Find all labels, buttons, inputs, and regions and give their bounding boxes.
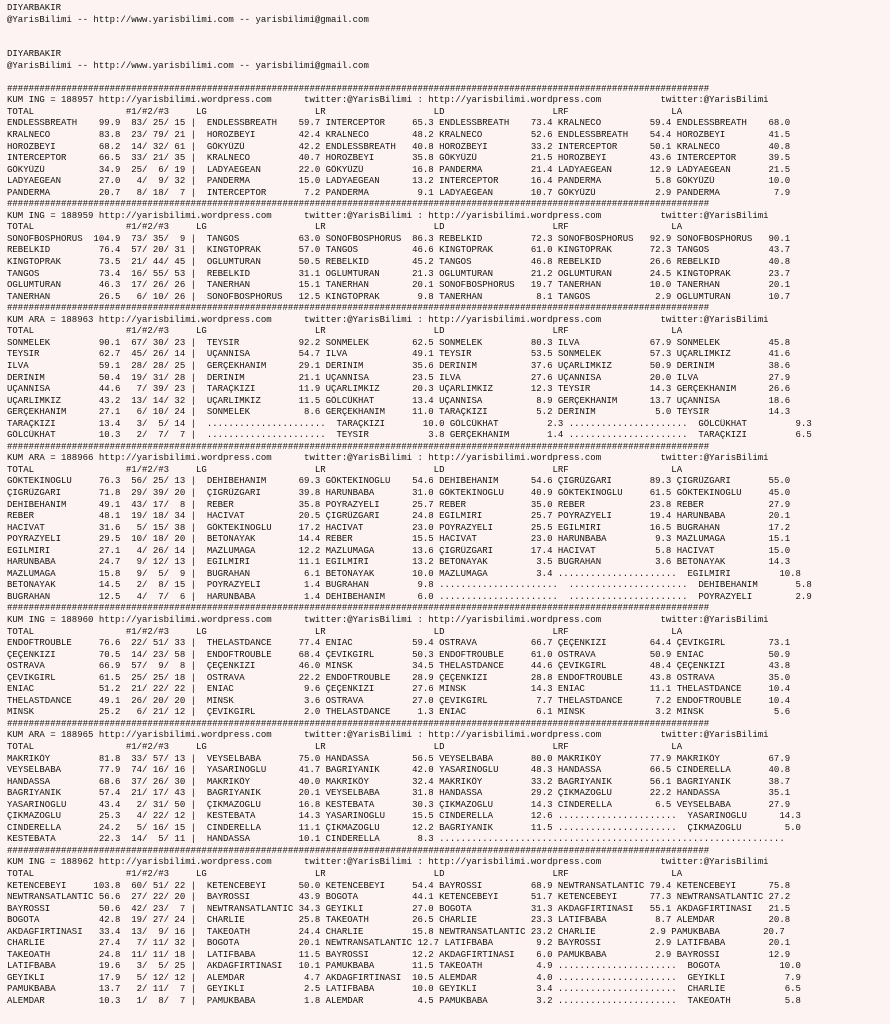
text-line: CHARLIE 27.4 7/ 11/ 32 | BOGOTA 20.1 NEWTRANSATLANTIC 12.7 LATIFBABA 9.2 BAYROSSI 2.9 LATIFBABA 20.1 [7, 938, 791, 949]
column-header: TOTAL #1/#2/#3 LG LR LD LRF LA [7, 106, 683, 117]
race-header: KUM ARA = 188966 http://yarisbilimi.wordpress.com twitter:@YarisBilimi : http://yarisbilimi.wordpress.com twitter:@YarisBilimi [7, 453, 769, 464]
text-line: @YarisBilimi -- http://www.yarisbilimi.com -- yarisbilimi@gmail.com [7, 60, 369, 71]
text-line: ÇEVIKGIRL 61.5 25/ 25/ 18 | OSTRAVA 22.2 ENDOFTROUBLE 28.9 ÇEÇENKIZI 28.8 ENDOFTROUBLE 43.8 OSTRAVA 35.0 [7, 672, 791, 683]
text-line: UÇANNISA 44.6 7/ 39/ 23 | TARAÇKIZI 11.9 UÇARLIMKIZ 20.3 UÇARLIMKIZ 12.3 TEYSIR 14.3 GERÇEKHANIM 26.6 [7, 384, 791, 395]
text-line: LADYAEGEAN 27.0 4/ 9/ 32 | PANDERMA 15.0 LADYAEGEAN 13.2 INTERCEPTOR 16.4 PANDERMA 5.8 GÖKYÜZÜ 10.0 [7, 176, 791, 187]
text-line: ENDOFTROUBLE 76.6 22/ 51/ 33 | THELASTDANCE 77.4 ENIAC 59.4 OSTRAVA 66.7 ÇEÇENKIZI 64.4 ÇEVIKGIRL 73.1 [7, 638, 791, 649]
column-header: TOTAL #1/#2/#3 LG LR LD LRF LA [7, 869, 683, 880]
text-line: SONOFBOSPHORUS 104.9 73/ 35/ 9 | TANGOS 63.0 SONOFBOSPHORUS 86.3 REBELKID 72.3 SONOFBOSPHORUS 92.9 SONOFBOSPHORUS 90.1 [7, 233, 791, 244]
race-header: KUM ING = 188957 http://yarisbilimi.wordpress.com twitter:@YarisBilimi : http://yarisbilimi.wordpress.com twitter:@YarisBilimi [7, 95, 769, 106]
text-line: DIYARBAKIR [7, 3, 62, 13]
section-divider: ################################################################################################################################## [7, 718, 710, 729]
text-line: DERINIM 50.4 19/ 31/ 28 | DERINIM 21.1 UÇANNISA 23.5 ILVA 27.6 UÇANNISA 20.0 ILVA 27.9 [7, 372, 791, 383]
race-header: KUM ING = 188959 http://yarisbilimi.wordpress.com twitter:@YarisBilimi : http://yarisbilimi.wordpress.com twitter:@YarisBilimi [7, 210, 769, 221]
text-line: TEYSIR 62.7 45/ 26/ 14 | UÇANNISA 54.7 ILVA 49.1 TEYSIR 53.5 SONMELEK 57.3 UÇARLIMKIZ 41.6 [7, 349, 791, 360]
text-line: KETENCEBEYI 103.8 60/ 51/ 22 | KETENCEBEYI 50.0 KETENCEBEYI 54.4 BAYROSSI 68.9 NEWTRANSATLANTIC 79.4 KETENCEBEYI 75.8 [7, 880, 791, 891]
column-header: TOTAL #1/#2/#3 LG LR LD LRF LA [7, 326, 683, 337]
text-line: GÖKYÜZÜ 34.9 25/ 6/ 19 | LADYAEGEAN 22.0 GÖKYÜZÜ 16.8 PANDERMA 21.4 LADYAEGEAN 12.9 LADYAEGEAN 21.5 [7, 164, 791, 175]
text-line: BAGRIYANIK 57.4 21/ 17/ 43 | BAGRIYANIK 20.1 VEYSELBABA 31.8 HANDASSA 29.2 ÇIKMAZOGLU 22.2 HANDASSA 35.1 [7, 788, 791, 799]
text-line: THELASTDANCE 49.1 26/ 20/ 20 | MINSK 3.6 OSTRAVA 27.0 ÇEVIKGIRL 7.7 THELASTDANCE 7.2 ENDOFTROUBLE 10.4 [7, 695, 791, 706]
text-line: BOGOTA 42.8 19/ 27/ 24 | CHARLIE 25.8 TAKEOATH 26.5 CHARLIE 23.3 LATIFBABA 8.7 ALEMDAR 20.8 [7, 915, 791, 926]
text-line: TANERHAN 26.5 6/ 10/ 26 | SONOFBOSPHORUS 12.5 KINGTOPRAK 9.8 TANERHAN 8.1 TANGOS 2.9 OGLUMTURAN 10.7 [7, 291, 791, 302]
text-line: ÇEÇENKIZI 70.5 14/ 23/ 58 | ENDOFTROUBLE 68.4 ÇEVIKGIRL 50.3 ENDOFTROUBLE 61.0 OSTRAVA 50.9 ENIAC 50.9 [7, 649, 791, 660]
text-line: BUGRAHAN 12.5 4/ 7/ 6 | HARUNBABA 1.4 DEHIBEHANIM 6.0 ...................... ...................... POYRAZYELI 2.9 [7, 591, 812, 602]
text-line: GERÇEKHANIM 27.1 6/ 10/ 24 | SONMELEK 8.6 GERÇEKHANIM 11.0 TARAÇKIZI 5.2 DERINIM 5.0 TEYSIR 14.3 [7, 407, 791, 418]
column-header: TOTAL #1/#2/#3 LG LR LD LRF LA [7, 222, 683, 233]
text-line: ENIAC 51.2 21/ 22/ 22 | ENIAC 9.6 ÇEÇENKIZI 27.6 MINSK 14.3 ENIAC 11.1 THELASTDANCE 10.4 [7, 684, 791, 695]
text-line: VEYSELBABA 77.9 74/ 16/ 16 | YASARINOGLU 41.7 BAGRIYANIK 42.0 YASARINOGLU 48.3 HANDASSA 66.5 CINDERELLA 40.8 [7, 765, 791, 776]
text-line: @YarisBilimi -- http://www.yarisbilimi.com -- yarisbilimi@gmail.com [7, 14, 369, 25]
text-line: NEWTRANSATLANTIC 56.6 27/ 22/ 20 | BAYROSSI 43.9 BOGOTA 44.1 KETENCEBEYI 51.7 KETENCEBEYI 77.3 NEWTRANSATLANTIC 27.2 [7, 892, 791, 903]
text-line: KESTEBATA 22.3 14/ 5/ 11 | HANDASSA 10.1 CINDERELLA 8.3 ................................................................ [7, 834, 785, 845]
text-line: MINSK 25.2 6/ 21/ 12 | ÇEVIKGIRL 2.0 THELASTDANCE 1.3 ENIAC 6.1 MINSK 3.2 MINSK 5.6 [7, 707, 791, 718]
section-divider: ################################################################################################################################## [7, 845, 710, 856]
text-line: HARUNBABA 24.7 9/ 12/ 13 | EGILMIRI 11.1 EGILMIRI 13.2 BETONAYAK 3.5 BUGRAHAN 3.6 BETONAYAK 14.3 [7, 557, 791, 568]
column-header: TOTAL #1/#2/#3 LG LR LD LRF LA [7, 742, 683, 752]
text-line: PAMUKBABA 13.7 2/ 11/ 7 | GEYIKLI 2.5 LATIFBABA 10.0 GEYIKLI 3.4 ...................... CHARLIE 6.5 [7, 984, 801, 995]
blank-line [7, 38, 887, 50]
text-line: BAYROSSI 50.6 42/ 23/ 7 | NEWTRANSATLANTIC 34.3 GEYIKLI 27.0 BOGOTA 31.3 AKDAGFIRTINASI 55.1 AKDAGFIRTINASI 21.5 [7, 903, 791, 914]
text-line: DEHIBEHANIM 49.1 43/ 17/ 8 | REBER 35.8 POYRAZYELI 25.7 REBER 35.0 REBER 23.8 REBER 27.9 [7, 499, 791, 510]
text-line: TARAÇKIZI 13.4 3/ 5/ 14 | ...................... TARAÇKIZI 10.0 GÖLCÜKHAT 2.3 ...................... GÖLCÜKHAT 9.3 [7, 418, 812, 429]
race-header: KUM ARA = 188965 http://yarisbilimi.wordpress.com twitter:@YarisBilimi : http://yarisbilimi.wordpress.com twitter:@YarisBilimi [7, 730, 769, 741]
text-line: ÇIKMAZOGLU 25.3 4/ 22/ 12 | KESTEBATA 14.3 YASARINOGLU 15.5 CINDERELLA 12.6 ...................... YASARINOGLU 14.3 [7, 811, 801, 822]
column-header: TOTAL #1/#2/#3 LG LR LD LRF LA [7, 464, 683, 475]
text-line: KINGTOPRAK 73.5 21/ 44/ 45 | OGLUMTURAN 50.5 REBELKID 45.2 TANGOS 46.8 REBELKID 26.6 REBELKID 40.8 [7, 257, 791, 268]
blank-line [7, 26, 887, 38]
text-line: AKDAGFIRTINASI 33.4 13/ 9/ 16 | TAKEOATH 24.4 CHARLIE 15.8 NEWTRANSATLANTIC 23.2 CHARLIE 2.9 PAMUKBABA 20.7 [7, 926, 785, 937]
race-header: KUM ING = 188962 http://yarisbilimi.wordpress.com twitter:@YarisBilimi : http://yarisbilimi.wordpress.com twitter:@YarisBilimi [7, 857, 769, 868]
text-line: GEYIKLI 17.9 5/ 12/ 12 | ALEMDAR 4.7 AKDAGFIRTINASI 10.5 ALEMDAR 4.0 ...................... GEYIKLI 7.9 [7, 972, 801, 983]
text-line: HANDASSA 68.6 37/ 26/ 30 | MAKRIKÖY 40.0 MAKRIKÖY 32.4 MAKRIKÖY 33.2 BAGRIYANIK 56.1 BAGRIYANIK 38.7 [7, 776, 791, 787]
column-header: TOTAL #1/#2/#3 LG LR LD LRF LA [7, 626, 683, 637]
text-line: OSTRAVA 66.9 57/ 9/ 8 | ÇEÇENKIZI 46.0 MINSK 34.5 THELASTDANCE 44.6 ÇEVIKGIRL 48.4 ÇEÇENKIZI 43.8 [7, 661, 791, 672]
text-line: TANGOS 73.4 16/ 55/ 53 | REBELKID 31.1 OGLUMTURAN 21.3 OGLUMTURAN 21.2 OGLUMTURAN 24.5 KINGTOPRAK 23.7 [7, 268, 791, 279]
section-divider: ################################################################################################################################## [7, 303, 710, 314]
text-document [7, 3, 887, 1008]
text-line: REBER 48.1 19/ 18/ 34 | HACIVAT 20.5 ÇIGRÜZGARI 24.8 EGILMIRI 25.7 POYRAZYELI 19.4 HARUNBABA 20.1 [7, 511, 791, 522]
text-line: DIYARBAKIR [7, 49, 62, 60]
race-header: KUM ING = 188960 http://yarisbilimi.wordpress.com twitter:@YarisBilimi : http://yarisbilimi.wordpress.com twitter:@YarisBilimi [7, 614, 769, 625]
text-line: ALEMDAR 10.3 1/ 8/ 7 | PAMUKBABA 1.8 ALEMDAR 4.5 PAMUKBABA 3.2 ...................... TAKEOATH 5.8 [7, 996, 801, 1007]
race-header: KUM ARA = 188963 http://yarisbilimi.wordpress.com twitter:@YarisBilimi : http://yarisbilimi.wordpress.com twitter:@YarisBilimi [7, 314, 769, 325]
text-line: EGILMIRI 27.1 4/ 26/ 14 | MAZLUMAGA 12.2 MAZLUMAGA 13.6 ÇIGRÜZGARI 17.4 HACIVAT 5.8 HACIVAT 15.0 [7, 545, 791, 556]
section-divider: ################################################################################################################################## [7, 199, 710, 210]
text-line: BETONAYAK 14.5 2/ 8/ 15 | POYRAZYELI 1.4 BUGRAHAN 9.8 ...................... ...................... DEHIBEHANIM 5.8 [7, 580, 812, 591]
text-line: ILVA 59.1 28/ 28/ 25 | GERÇEKHANIM 29.1 DERINIM 35.6 DERINIM 37.6 UÇARLIMKIZ 50.9 DERINIM 38.6 [7, 360, 791, 371]
text-line: LATIFBABA 19.6 3/ 5/ 25 | AKDAGFIRTINASI 10.1 PAMUKBABA 11.5 TAKEOATH 4.9 ...................... BOGOTA 10.0 [7, 961, 801, 972]
text-line: MAZLUMAGA 15.8 9/ 5/ 9 | BUGRAHAN 6.1 BETONAYAK 10.0 MAZLUMAGA 3.4 ...................... EGILMIRI 10.8 [7, 568, 801, 579]
text-line: OGLUMTURAN 46.3 17/ 26/ 26 | TANERHAN 15.1 TANERHAN 20.1 SONOFBOSPHORUS 19.7 TANERHAN 10.0 TANERHAN 20.1 [7, 280, 791, 291]
text-line: INTERCEPTOR 66.5 33/ 21/ 35 | KRALNECO 40.7 HOROZBEYI 35.8 GÖKYÜZÜ 21.5 HOROZBEYI 43.6 INTERCEPTOR 39.5 [7, 153, 791, 164]
section-divider: ################################################################################################################################## [7, 603, 710, 614]
text-line: ENDLESSBREATH 99.9 83/ 25/ 15 | ENDLESSBREATH 59.7 INTERCEPTOR 65.3 ENDLESSBREATH 73.4 KRALNECO 59.4 ENDLESSBREATH 68.0 [7, 118, 791, 129]
text-line: REBELKID 76.4 57/ 20/ 31 | KINGTOPRAK 57.0 TANGOS 46.6 KINGTOPRAK 61.0 KINGTOPRAK 72.3 TANGOS 43.7 [7, 245, 791, 256]
text-line: SONMELEK 90.1 67/ 30/ 23 | TEYSIR 92.2 SONMELEK 62.5 SONMELEK 80.3 ILVA 67.9 SONMELEK 45.8 [7, 337, 791, 348]
text-line: PANDERMA 20.7 8/ 18/ 7 | INTERCEPTOR 7.2 PANDERMA 9.1 LADYAEGEAN 10.7 GÖKYÜZÜ 2.9 PANDERMA 7.9 [7, 187, 791, 198]
text-line: GÖKTEKINOGLU 76.3 56/ 25/ 13 | DEHIBEHANIM 69.3 GÖKTEKINOGLU 54.6 DEHIBEHANIM 54.6 ÇIGRÜZGARI 89.3 ÇIGRÜZGARI 55.0 [7, 476, 791, 487]
text-line: YASARINOGLU 43.4 2/ 31/ 50 | ÇIKMAZOGLU 16.8 KESTEBATA 30.3 ÇIKMAZOGLU 14.3 CINDERELLA 6.5 VEYSELBABA 27.9 [7, 799, 791, 810]
blank-line [7, 72, 887, 84]
text-line: CINDERELLA 24.2 5/ 16/ 15 | CINDERELLA 11.1 ÇIKMAZOGLU 12.2 BAGRIYANIK 11.5 ...................... ÇIKMAZOGLU 5.0 [7, 822, 801, 833]
text-line: POYRAZYELI 29.5 10/ 18/ 20 | BETONAYAK 14.4 REBER 15.5 HACIVAT 23.0 HARUNBABA 9.3 MAZLUMAGA 15.1 [7, 534, 791, 545]
section-divider: ################################################################################################################################## [7, 83, 710, 94]
section-divider: ################################################################################################################################## [7, 441, 710, 452]
text-line: HACIVAT 31.6 5/ 15/ 38 | GÖKTEKINOGLU 17.2 HACIVAT 23.0 POYRAZYELI 25.5 EGILMIRI 16.5 BUGRAHAN 17.2 [7, 522, 791, 533]
text-line: UÇARLIMKIZ 43.2 13/ 14/ 32 | UÇARLIMKIZ 11.5 GÖLCÜKHAT 13.4 UÇANNISA 8.9 GERÇEKHANIM 13.7 UÇANNISA 18.6 [7, 395, 791, 406]
text-line: HOROZBEYI 68.2 14/ 32/ 61 | GÖKYÜZÜ 42.2 ENDLESSBREATH 40.8 HOROZBEYI 33.2 INTERCEPTOR 50.1 KRALNECO 40.8 [7, 141, 791, 152]
text-line: KRALNECO 83.8 23/ 79/ 21 | HOROZBEYI 42.4 KRALNECO 48.2 KRALNECO 52.6 ENDLESSBREATH 54.4 HOROZBEYI 41.5 [7, 130, 791, 141]
text-line: ÇIGRÜZGARI 71.8 29/ 39/ 20 | ÇIGRÜZGARI 39.8 HARUNBABA 31.0 GÖKTEKINOGLU 40.9 GÖKTEKINOGLU 61.5 GÖKTEKINOGLU 45.0 [7, 487, 791, 498]
text-line: MAKRIKÖY 81.8 33/ 57/ 13 | VEYSELBABA 75.0 HANDASSA 56.5 VEYSELBABA 80.0 MAKRIKÖY 77.9 MAKRIKÖY 67.9 [7, 753, 791, 764]
text-line: TAKEOATH 24.8 11/ 11/ 18 | LATIFBABA 11.5 BAYROSSI 12.2 AKDAGFIRTINASI 6.0 PAMUKBABA 2.9 BAYROSSI 12.9 [7, 949, 791, 960]
text-line: GÖLCÜKHAT 10.3 2/ 7/ 7 | ...................... TEYSIR 3.8 GERÇEKHANIM 1.4 ...................... TARAÇKIZI 6.5 [7, 430, 812, 441]
